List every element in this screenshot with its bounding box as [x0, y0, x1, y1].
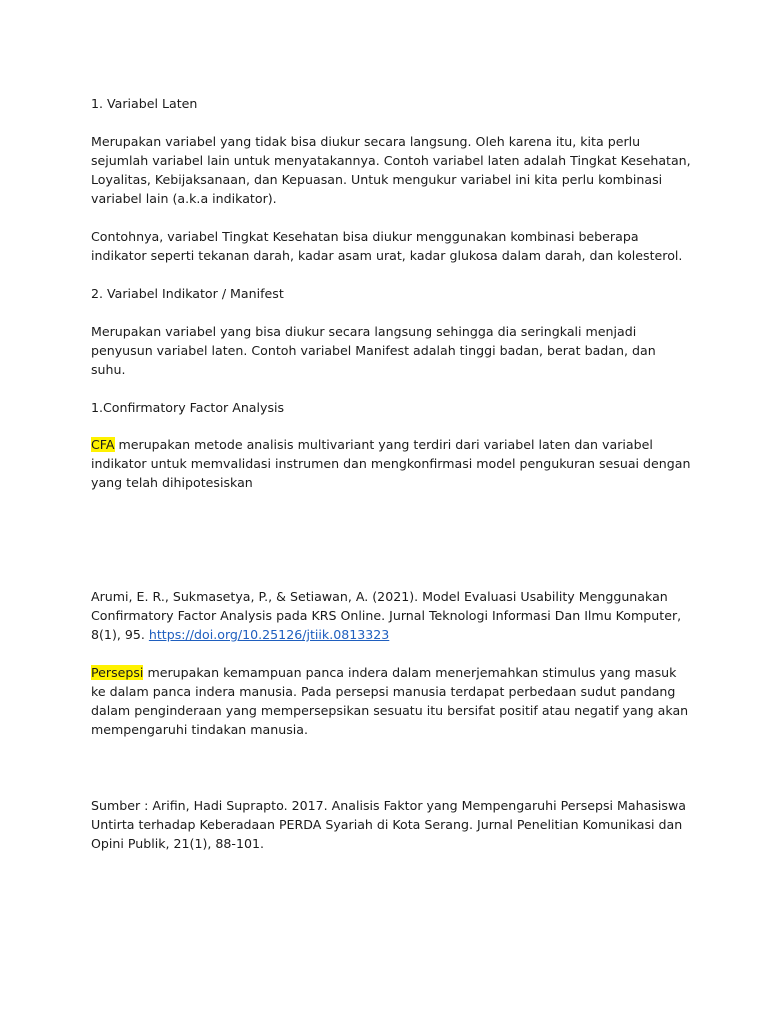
heading-cfa: 1.Confirmatory Factor Analysis: [91, 400, 285, 415]
paragraph-persepsi: [91, 663, 691, 739]
heading-variabel-manifest: 2. Variabel Indikator / Manifest: [91, 286, 284, 301]
reference-arifin: Sumber : Arifin, Hadi Suprapto. 2017. Analisis Faktor yang Mempengaruhi Persepsi Mahasiswa Untirta terhadap Keberadaan PERDA Syariah di Kota Serang. Jurnal Penelitian Komunikasi dan Opini Publik, 21(1), 88-101.: [91, 798, 686, 851]
heading-variabel-laten: 1. Variabel Laten: [91, 96, 198, 111]
reference-arumi: [91, 587, 691, 644]
paragraph-variabel-laten: Merupakan variabel yang tidak bisa diukur secara langsung. Oleh karena itu, kita perlu sejumlah variabel lain untuk menyatakannya. Contoh variabel laten adalah Tingkat Kesehatan, Loyalitas, Kebijaksanaan, dan Kepuasan. Untuk mengukur variabel ini kita perlu kombinasi variabel lain (a.k.a indikator).: [91, 134, 691, 206]
highlight-cfa: CFA: [91, 437, 115, 452]
cfa-definition: merupakan metode analisis multivariant yang terdiri dari variabel laten dan variabel indikator untuk memvalidasi instrumen dan mengkonfirmasi model pengukuran sesuai dengan yang telah dihipotesiskan: [91, 437, 691, 490]
persepsi-definition: merupakan kemampuan panca indera dalam menerjemahkan stimulus yang masuk ke dalam panca indera manusia. Pada persepsi manusia terdapat perbedaan sudut pandang dalam penginderaan yang mempersepsikan sesuatu itu bersifat positif atau negatif yang akan mempengaruhi tindakan manusia.: [91, 665, 689, 737]
paragraph-cfa: [91, 435, 691, 492]
paragraph-variabel-manifest: Merupakan variabel yang bisa diukur secara langsung sehingga dia seringkali menjadi penyusun variabel laten. Contoh variabel Manifest adalah tinggi badan, berat badan, dan suhu.: [91, 324, 656, 377]
doi-link[interactable]: https://doi.org/10.25126/jtiik.0813323: [148, 627, 390, 642]
highlight-persepsi: Persepsi: [91, 665, 144, 680]
reference-arumi-text: Arumi, E. R., Sukmasetya, P., & Setiawan, A. (2021). Model Evaluasi Usability Menggunakan Confirmatory Factor Analysis pada KRS Online. Jurnal Teknologi Informasi Dan Ilmu Komputer, 8(1), 95.: [91, 589, 682, 642]
paragraph-contoh-kesehatan: Contohnya, variabel Tingkat Kesehatan bisa diukur menggunakan kombinasi beberapa indikator seperti tekanan darah, kadar asam urat, kadar glukosa dalam darah, dan kolesterol.: [91, 229, 683, 263]
